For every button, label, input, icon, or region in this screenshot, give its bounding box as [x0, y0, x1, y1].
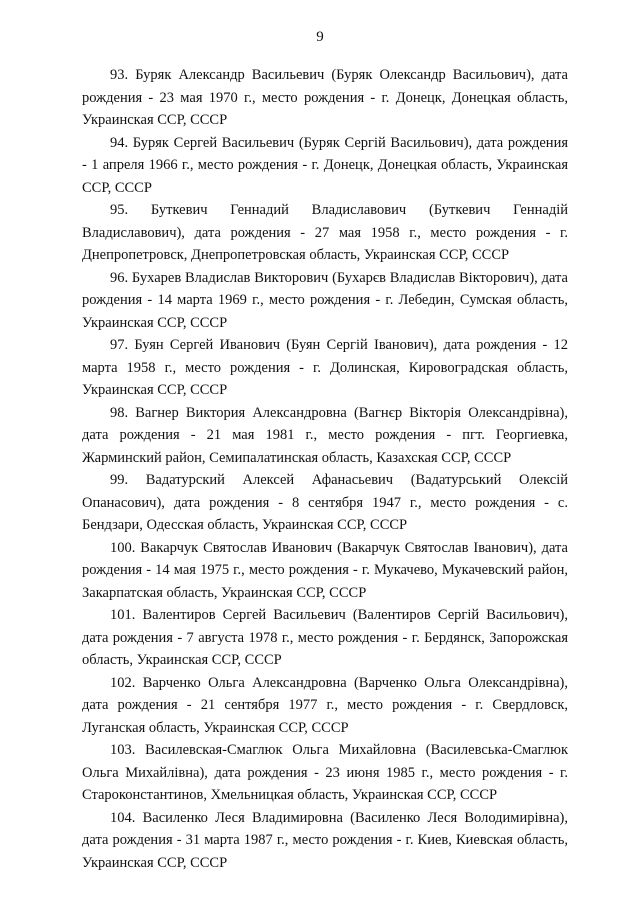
page-number: 9 [316, 29, 324, 45]
list-entry: 101. Валентиров Сергей Васильевич (Валентиров Сергій Васильович), дата рождения - 7 августа 1978 г., место рождения - г. Бердянск, Запорожская область, Украинская ССР, СССР [82, 607, 568, 668]
list-entry: 103. Василевская-Смаглюк Ольга Михайловна (Василевська-Смаглюк Ольга Михайлівна), дата рождения - 23 июня 1985 г., место рождения - г. Староконстантинов, Хмельницкая область, Украинская ССР, СССР [82, 742, 568, 803]
list-entry: 97. Буян Сергей Иванович (Буян Сергій Іванович), дата рождения - 12 марта 1958 г., место рождения - г. Долинская, Кировоградская область, Украинская ССР, СССР [82, 337, 568, 398]
list-entry: 93. Буряк Александр Васильевич (Буряк Олександр Васильович), дата рождения - 23 мая 1970 г., место рождения - г. Донецк, Донецкая область, Украинская ССР, СССР [82, 67, 568, 128]
list-entry: 98. Вагнер Виктория Александровна (Вагнєр Вікторія Олександрівна), дата рождения - 21 мая 1981 г., место рождения - пгт. Георгиевка, Жарминский район, Семипалатинская область, Казахская ССР, СССР [82, 404, 568, 466]
list-entry: 99. Вадатурский Алексей Афанасьевич (Вадатурський Олексій Опанасович), дата рождения - 8 сентября 1947 г., место рождения - с. Бендзари, Одесская область, Украинская ССР, СССР [82, 472, 568, 533]
list-entry: 102. Варченко Ольга Александровна (Варченко Ольга Олександрівна), дата рождения - 21 сентября 1977 г., место рождения - г. Свердловск, Луганская область, Украинская ССР, СССР [82, 674, 568, 736]
list-entry: 96. Бухарев Владислав Викторович (Бухарєв Владислав Вікторович), дата рождения - 14 марта 1969 г., место рождения - г. Лебедин, Сумская область, Украинская ССР, СССР [82, 269, 568, 331]
list-entry: 94. Буряк Сергей Васильевич (Буряк Сергій Васильович), дата рождения - 1 апреля 1966 г., место рождения - г. Донецк, Донецкая область, Украинская ССР, СССР [82, 134, 568, 196]
list-entry: 95. Буткевич Геннадий Владиславович (Буткевич Геннадій Владиславович), дата рождения - 27 мая 1958 г., место рождения - г. Днепропетровск, Днепропетровская область, Украинская ССР, СССР [82, 202, 568, 263]
entry-list [82, 64, 568, 874]
list-entry: 100. Вакарчук Святослав Иванович (Вакарчук Святослав Іванович), дата рождения - 14 мая 1975 г., место рождения - г. Мукачево, Мукачевский район, Закарпатская область, Украинская ССР, СССР [82, 539, 568, 601]
list-entry: 104. Василенко Леся Владимировна (Василенко Леся Володимирівна), дата рождения - 31 марта 1987 г., место рождения - г. Киев, Киевская область, Украинская ССР, СССР [82, 809, 568, 871]
